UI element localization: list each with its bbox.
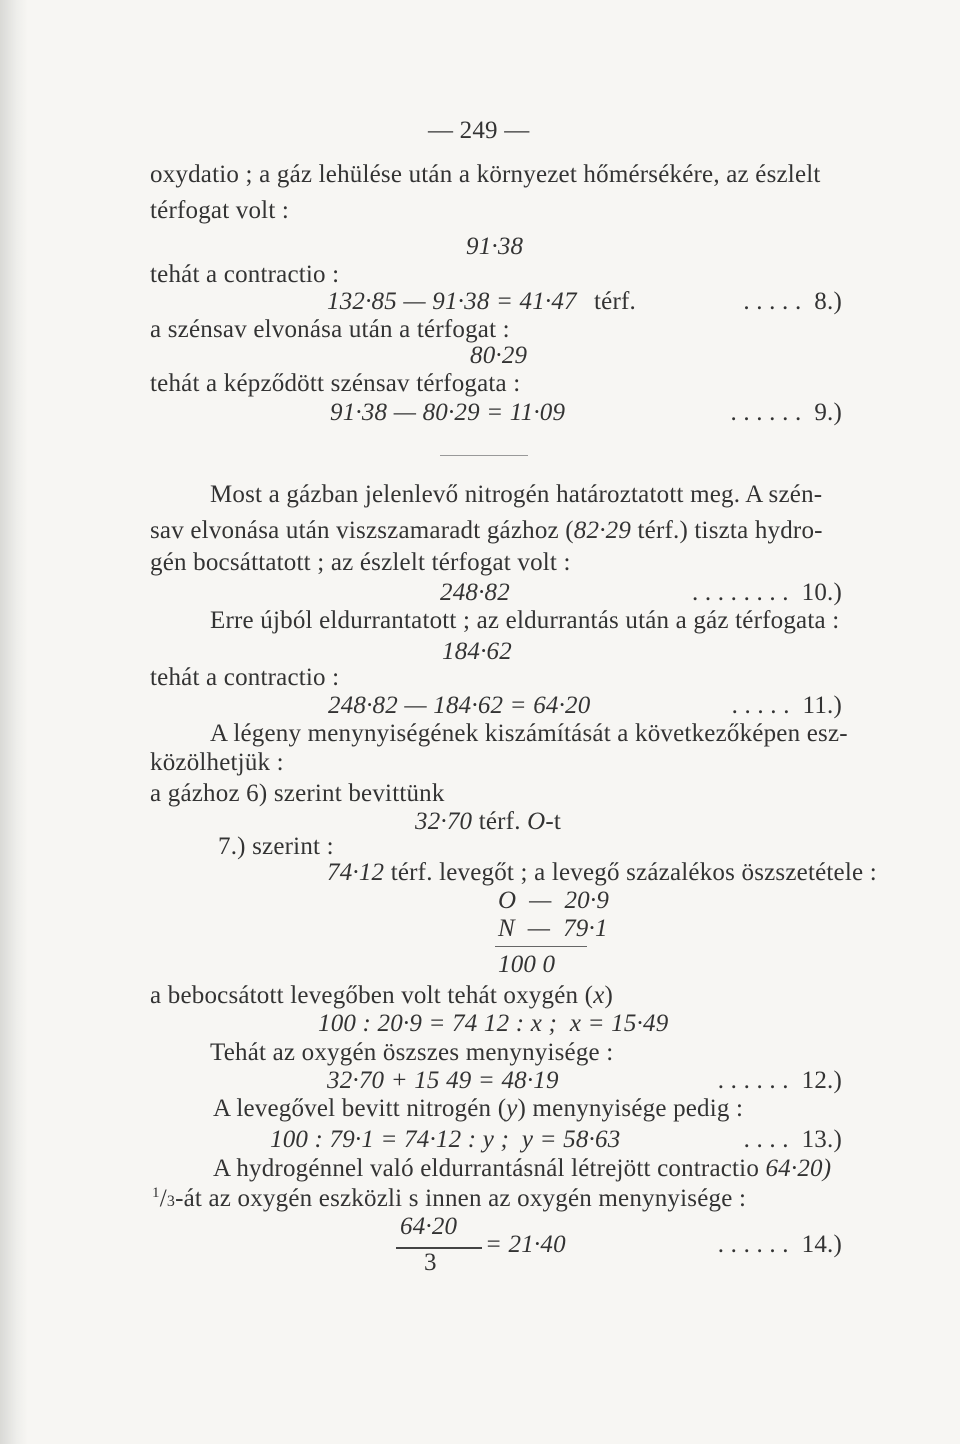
text-fragment: O — [527, 808, 546, 835]
text-line: tehát a contractio : — [150, 664, 340, 691]
text-fragment: -t — [545, 808, 562, 835]
equation-number: . . . . 13.) — [743, 1126, 842, 1153]
text-fragment: a bebocsátott levegőben volt tehát oxygén ( — [150, 982, 594, 1009]
formula-line: 91·38 — 80·29 = 11·09 — [330, 399, 566, 426]
text-fragment: x — [593, 982, 605, 1009]
text-line: Most a gázban jelenlevő nitrogén határoztatott meg. A szén- — [210, 481, 823, 508]
text-line: tehát a képződött szénsav térfogata : — [150, 370, 521, 397]
page-edge-shadow — [0, 0, 28, 1444]
text-line: térfogat volt : — [150, 197, 290, 224]
text-line: gén bocsáttatott ; az észlelt térfogat volt : — [150, 549, 571, 576]
formula-line: 100 : 20·9 = 74 12 : x ; x = 15·49 — [318, 1010, 669, 1037]
text-fragment: ) menynyisége pedig : — [517, 1095, 744, 1122]
formula-line: 100 0 — [498, 951, 556, 978]
text-fragment: térf. levegőt ; a levegő százalékos öszszetétele : — [384, 859, 877, 886]
equation-number: . . . . . . 14.) — [717, 1231, 842, 1258]
text-fragment: sav elvonása után viszszamaradt gázhoz ( — [150, 517, 574, 544]
text-fragment: ) — [604, 982, 614, 1009]
text-fragment: 32·70 — [415, 808, 473, 835]
text-line: tehát a contractio : — [150, 261, 340, 288]
text-fragment: A levegővel bevitt nitrogén ( — [213, 1095, 507, 1122]
formula-line: 132·85 — 91·38 = 41·47 — [327, 288, 577, 315]
text-line: a gázhoz 6) szerint bevittünk — [150, 780, 445, 807]
text-fragment: 64·20) — [765, 1155, 832, 1182]
text-fragment: térf.) tiszta hydro- — [631, 517, 823, 544]
formula-line: N — 79·1 — [498, 915, 608, 942]
formula-line: O — 20·9 — [498, 887, 610, 914]
formula-line: 248·82 — 184·62 = 64·20 — [328, 692, 591, 719]
equation-number: . . . . . . 12.) — [717, 1067, 842, 1094]
formula-line: 91·38 — [466, 233, 524, 260]
fraction-slash: / — [159, 1185, 167, 1212]
text-line: A légeny menynyiségének kiszámítását a következőképen esz- — [210, 720, 848, 747]
text-fragment: y — [506, 1095, 518, 1122]
text-line — [327, 858, 877, 888]
text-line: oxydatio ; a gáz lehülése után a környezet hőmérsékére, az észlelt — [150, 161, 821, 188]
formula-line: 32·70 + 15 49 = 48·19 — [327, 1067, 559, 1094]
formula-line: 184·62 — [442, 638, 512, 665]
fraction-numerator: 64·20 — [400, 1213, 458, 1240]
text-fragment: 82·29 — [573, 517, 632, 544]
formula-line: 248·82 — [440, 579, 510, 606]
text-line — [150, 981, 613, 1011]
fraction-denominator: 3 — [424, 1249, 437, 1276]
formula-result: = 21·40 — [485, 1231, 566, 1258]
text-fragment: A hydrogénnel való eldurrantásnál létrejött contractio — [213, 1155, 766, 1182]
text-line — [150, 516, 823, 546]
equation-number: . . . . . . 9.) — [730, 399, 842, 426]
sum-rule — [495, 946, 587, 947]
formula-line: 100 : 79·1 = 74·12 : y ; y = 58·63 — [270, 1126, 621, 1153]
equation-number: . . . . . 11.) — [731, 692, 842, 719]
text-line: 7.) szerint : — [218, 833, 334, 860]
fraction-denominator: 3 — [166, 1193, 176, 1210]
text-line: a szénsav elvonása után a térfogat : — [150, 316, 510, 343]
text-line: Tehát az oxygén öszszes menynyisége : — [210, 1039, 614, 1066]
text-line: Erre újból eldurrantatott ; az eldurrantás után a gáz térfogata : — [210, 607, 840, 634]
formula-line: 80·29 — [470, 342, 528, 369]
text-fragment: térf. — [472, 808, 528, 835]
text-line — [213, 1094, 743, 1124]
text-fragment: 74·12 — [327, 859, 385, 886]
equation-number: . . . . . . . . 10.) — [691, 579, 842, 606]
page-number: — 249 — — [428, 117, 530, 144]
text-fragment: -át az oxygén eszközli s innen az oxygén menynyisége : — [175, 1185, 747, 1212]
text-line — [213, 1154, 831, 1184]
fraction-bar — [396, 1247, 482, 1249]
formula-line — [415, 807, 561, 837]
equation-number: . . . . . 8.) — [743, 288, 842, 315]
text-line: térf. — [594, 288, 636, 315]
section-separator — [440, 455, 528, 456]
text-line: közölhetjük : — [150, 749, 284, 776]
fraction-numerator: 1 — [152, 1185, 160, 1201]
